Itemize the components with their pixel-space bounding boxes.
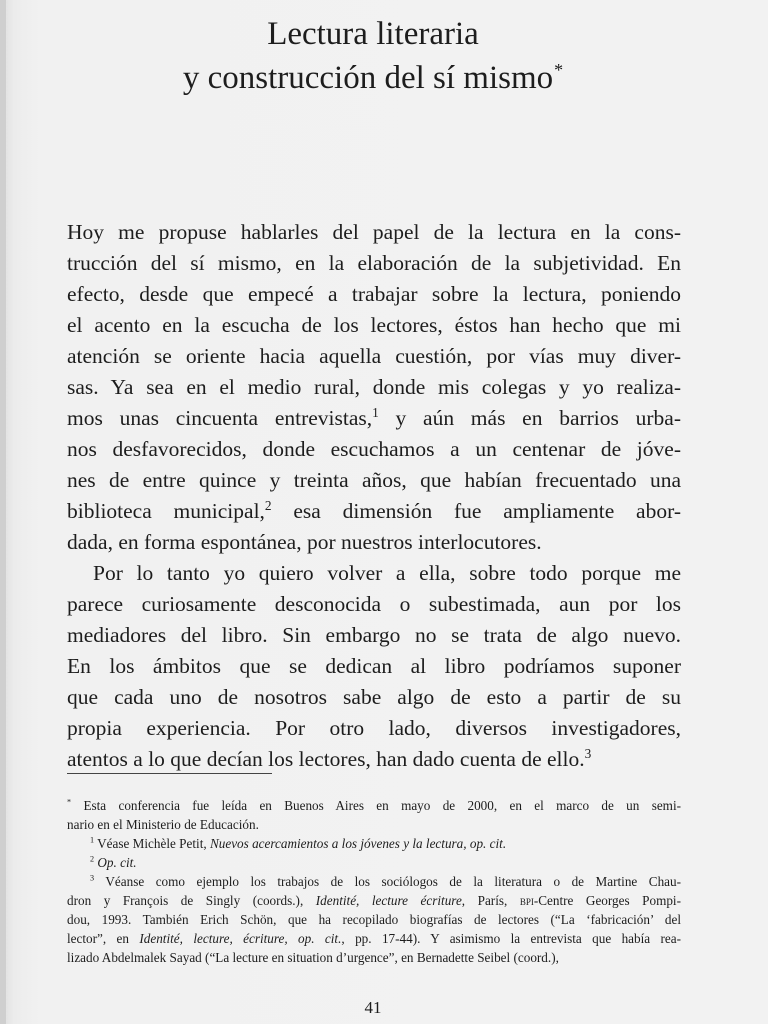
body-line: que cada uno de nosotros sabe algo de esto a partir de su (67, 685, 681, 709)
chapter-title-line-1: Lectura literaria (267, 16, 479, 52)
body-line: el acento en la escucha de los lectores, éstos han hecho que mi (67, 313, 681, 337)
footnote-3-cont: dou, 1993. También Erich Schön, que ha recopilado biografías de lectores (“La ‘fabricación’ del (67, 912, 681, 927)
body-line: sas. Ya sea en el medio rural, donde mis colegas y yo realiza- (67, 375, 681, 399)
footnote-star-cont: nario en el Ministerio de Educación. (67, 817, 259, 832)
page-number: 41 (364, 998, 382, 1017)
footnote-separator (67, 773, 272, 774)
footnote-3-cont: lector”, en Identité, lecture, écriture, op. cit., pp. 17-44). Y asimismo la entrevista que había rea- (67, 931, 682, 946)
footnote-1: $^1$ Véase Michèle Petit, Nuevos acercamientos a los jóvenes y la lectura, op. cit. (90, 835, 507, 851)
body-line: biblioteca municipal,$^2$ esa dimensión fue ampliamente abor- (67, 497, 681, 523)
footnote-2: $^2$ Op. cit. (90, 854, 137, 870)
body-line: mediadores del libro. Sin embargo no se trata de algo nuevo. (67, 623, 681, 647)
body-line: atentos a lo que decían los lectores, han dado cuenta de ello.$^3$ (67, 745, 592, 771)
body-line: dada, en forma espontánea, por nuestros interlocutores. (67, 530, 542, 554)
footnote-ref-2: 2 (264, 497, 272, 513)
title-footnote-mark: * (554, 60, 564, 80)
body-line: parece curiosamente desconocida o subestimada, aun por los (67, 592, 681, 616)
body-line: mos unas cincuenta entrevistas,$^1$ y aún más en barrios urba- (67, 404, 681, 430)
footnote-3-cont: lizado Abdelmalek Sayad (“La lecture en situation d’urgence”, en Bernadette Seibel (coord.), (67, 950, 559, 965)
body-line: nes de entre quince y treinta años, que habían frecuentado una (67, 468, 681, 492)
footnote-3: $^3$ Véanse como ejemplo los trabajos de los sociólogos de la literatura o de Martine Chau- (90, 873, 682, 889)
footnote-ref-1: 1 (372, 404, 379, 420)
body-line: efecto, desde que empecé a trabajar sobre la lectura, poniendo (67, 282, 681, 306)
page-gutter-shadow (0, 0, 6, 1024)
body-line: nos desfavorecidos, donde escuchamos a un centenar de jóve- (67, 437, 681, 461)
body-line: trucción del sí mismo, en la elaboración de la subjetividad. En (67, 251, 681, 275)
body-line: atención se oriente hacia aquella cuestión, por vías muy diver- (67, 344, 681, 368)
footnote-star: * Esta conferencia fue leída en Buenos Aires en mayo de 2000, en el marco de un semi- (67, 797, 681, 813)
footnote-ref-3: 3 (584, 745, 592, 761)
body-line: Por lo tanto yo quiero volver a ella, sobre todo porque me (93, 561, 681, 585)
body-line: propia experiencia. Por otro lado, diversos investigadores, (67, 716, 681, 740)
body-line: En los ámbitos que se dedican al libro podríamos suponer (67, 654, 681, 678)
footnote-3-cont: dron y François de Singly (coords.), Identité, lecture écriture, París, bpi-Centre Georges Pompi- (67, 893, 681, 908)
chapter-title-line-2: y construcción del sí mismo* (182, 60, 564, 96)
body-line: Hoy me propuse hablarles del papel de la lectura en la cons- (67, 220, 681, 244)
